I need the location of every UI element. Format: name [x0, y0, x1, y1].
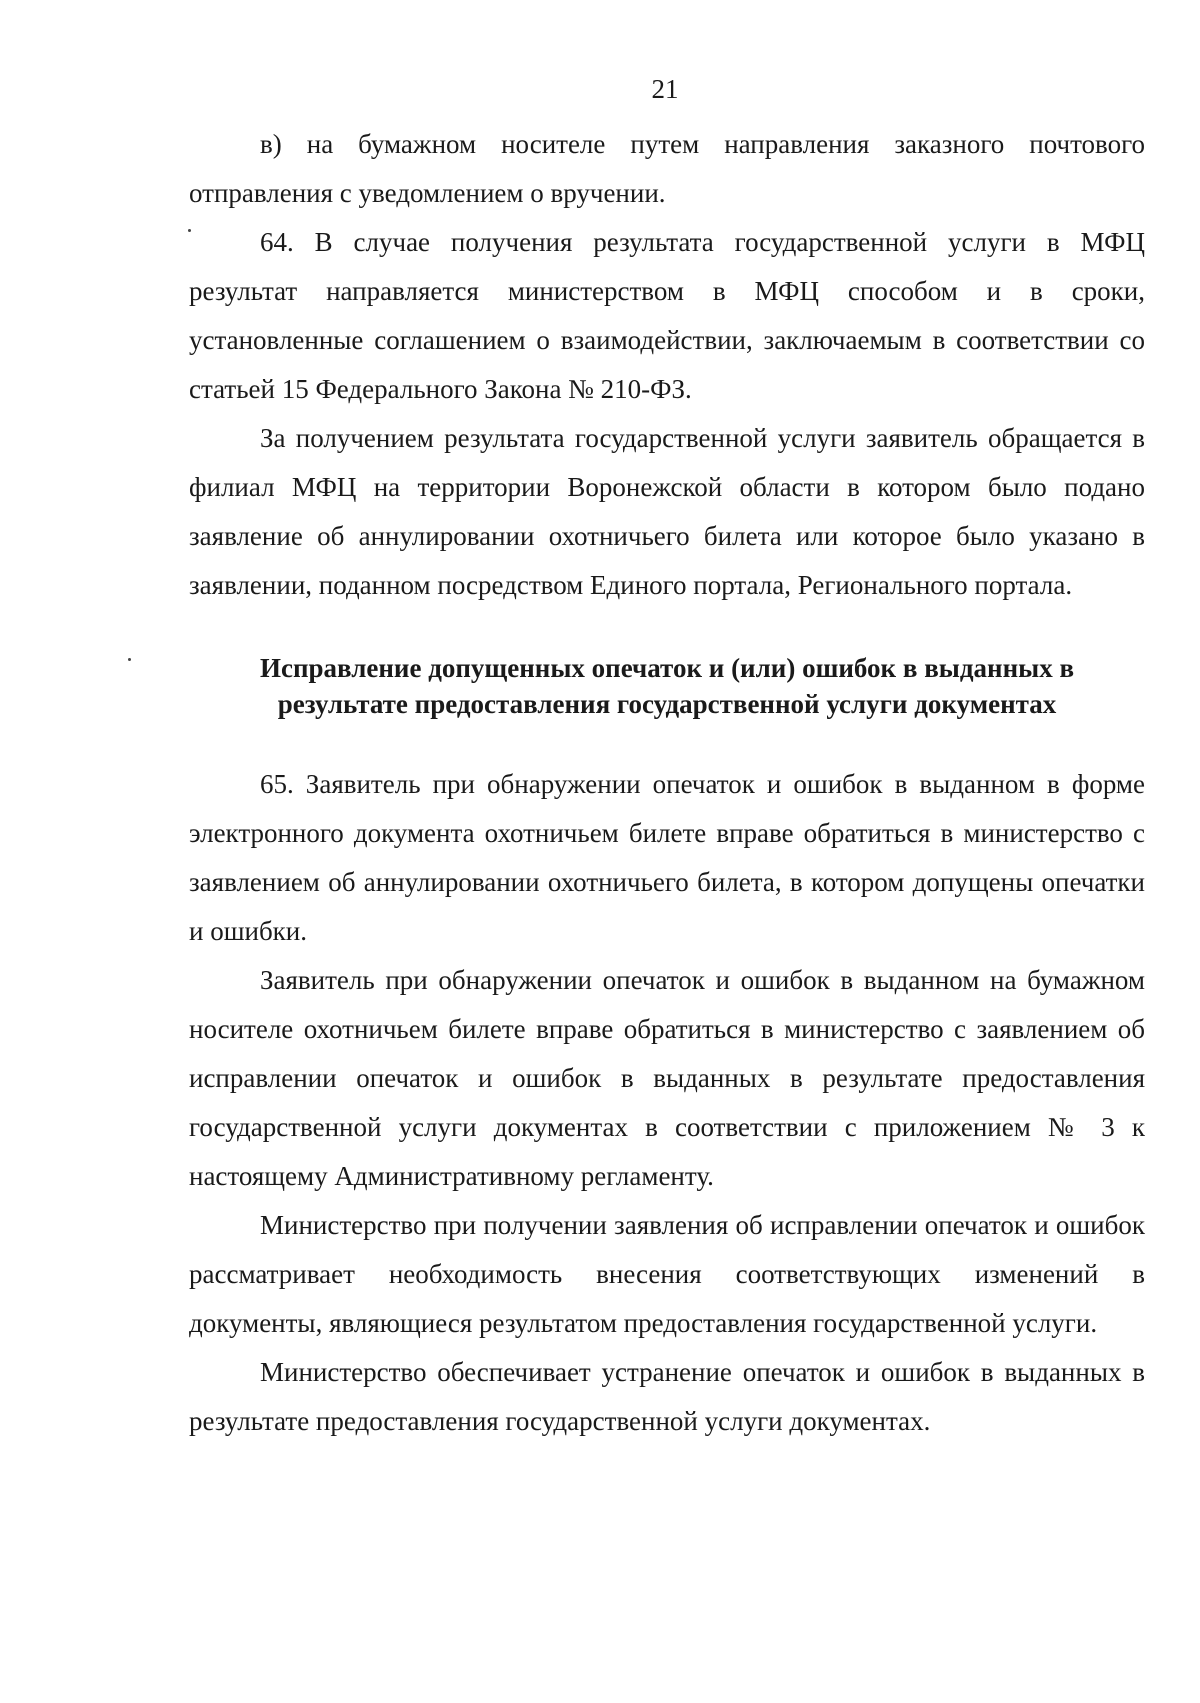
paragraph-delivery-paper: в) на бумажном носителе путем направления заказного почтового отправления с уведомлением о вручении. [189, 129, 1145, 208]
paragraph-64: 64. В случае получения результата государственной услуги в МФЦ результат направляется министерством в МФЦ способом и в сроки, установленные соглашением о взаимодействии, заключаемым в соответствии со статьей 15 Федерального Закона № 210-ФЗ. [189, 227, 1145, 404]
section-heading [189, 650, 1145, 722]
page-number: 21 [651, 74, 679, 104]
document-body [189, 120, 1145, 1446]
section-heading-line-2: результате предоставления государственной услуги документах [277, 689, 1057, 719]
scan-speck [128, 658, 131, 661]
paragraph-ministry-review: Министерство при получении заявления об исправлении опечаток и ошибок рассматривает необходимость внесения соответствующих изменений в документы, являющиеся результатом предоставления государственной услуги. [189, 1210, 1145, 1338]
paragraph-paper-ticket-errors: Заявитель при обнаружении опечаток и ошибок в выданном на бумажном носителе охотничьем билете вправе обратиться в министерство с заявлением об исправлении опечаток и ошибок в выданных в результате предоставления государственной услуги документах в соответствии с приложением № 3 к настоящему Административному регламенту. [189, 965, 1145, 1191]
section-heading-line-1: Исправление допущенных опечаток и (или) ошибок в выданных в [259, 653, 1075, 683]
paragraph-result-pickup: За получением результата государственной услуги заявитель обращается в филиал МФЦ на территории Воронежской области в котором было подано заявление об аннулировании охотничьего билета или которое было указано в заявлении, поданном посредством Единого портала, Регионального портала. [189, 423, 1145, 600]
paragraph-ministry-correction: Министерство обеспечивает устранение опечаток и ошибок в выданных в результате предоставления государственной услуги документах. [189, 1357, 1145, 1436]
paragraph-65: 65. Заявитель при обнаружении опечаток и ошибок в выданном в форме электронного документа охотничьем билете вправе обратиться в министерство с заявлением об аннулировании охотничьего билета, в котором допущены опечатки и ошибки. [189, 769, 1145, 946]
